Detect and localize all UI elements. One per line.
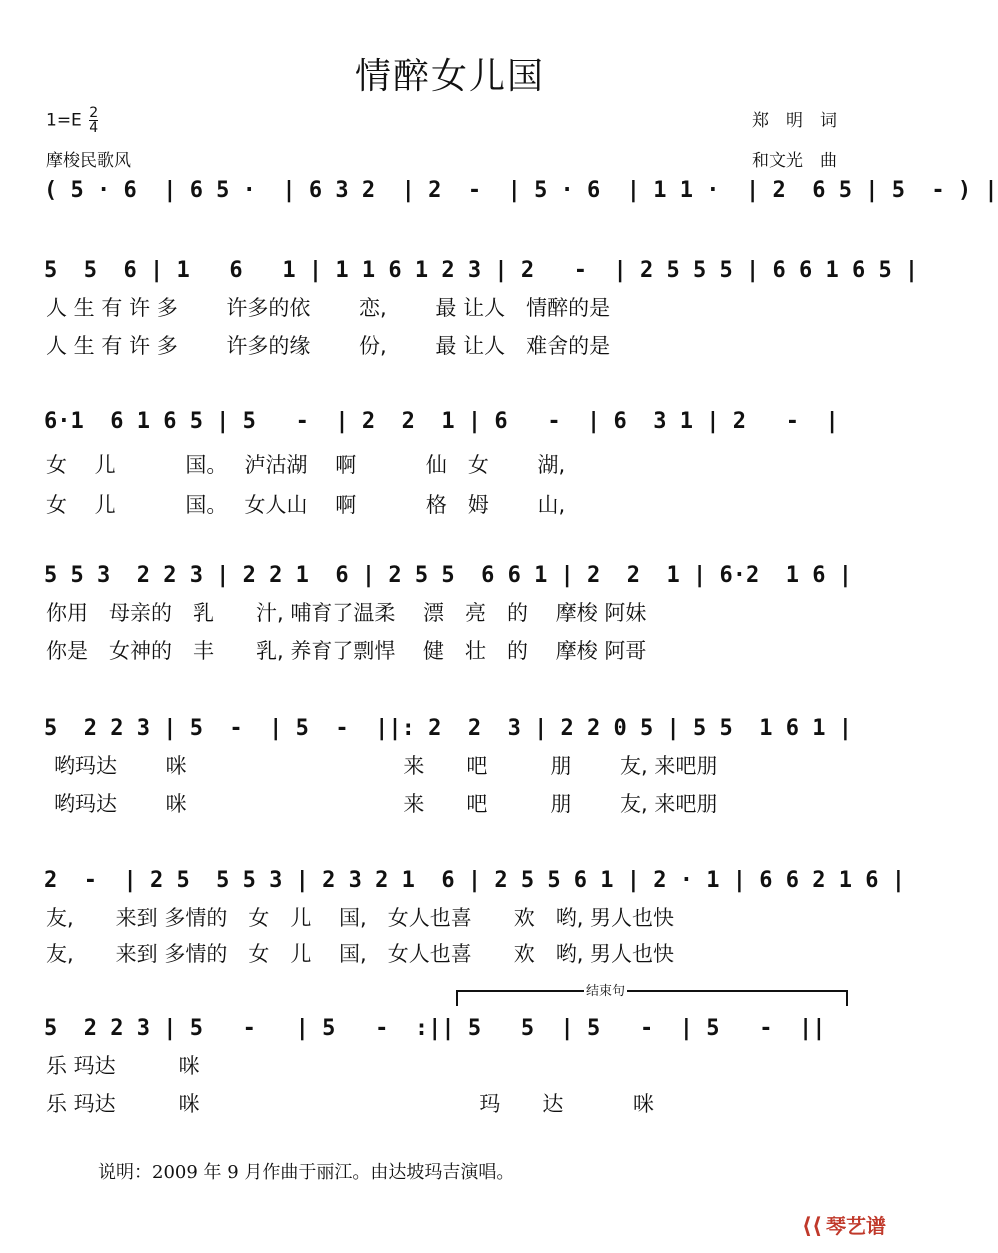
ending-label: 结束句: [584, 980, 627, 999]
ending-bracket: [456, 990, 848, 1006]
notation-line: 5 2 2 3 | 5 - | 5 - :|| 5 5 | 5 - | 5 - ||: [44, 1016, 826, 1041]
lyrics-verse-2: 人 生 有 许 多 许多的缘 份, 最 让人 难舍的是: [46, 334, 611, 358]
lyrics-verse-2: 乐 玛达 咪 玛 达 咪: [46, 1092, 655, 1116]
style-label: 摩梭民歌风: [46, 151, 131, 171]
page-title: 情醉女儿国: [354, 56, 545, 97]
key-signature: [46, 106, 98, 135]
lyrics-verse-1: 哟玛达 咪 来 吧 朋 友, 来吧朋: [54, 754, 718, 778]
footnote: 说明：2009 年 9 月作曲于丽江。由达坡玛吉演唱。: [98, 1162, 515, 1183]
lyrics-verse-1: 乐 玛达 咪: [46, 1054, 200, 1078]
key-label: 1=E: [46, 110, 82, 131]
site-logo: [802, 1210, 886, 1239]
notation-line: 5 5 3 2 2 3 | 2 2 1 6 | 2 5 5 6 6 1 | 2 2 1 | 6·2 1 6 |: [44, 563, 852, 588]
lyrics-verse-2: 哟玛达 咪 来 吧 朋 友, 来吧朋: [54, 792, 718, 816]
time-signature: [89, 106, 98, 135]
lyrics-verse-1: 友, 来到 多情的 女 儿 国, 女人也喜 欢 哟, 男人也快: [46, 906, 675, 930]
notation-line: 5 5 6 | 1 6 1 | 1 1 6 1 2 3 | 2 - | 2 5 5 5 | 6 6 1 6 5 |: [44, 258, 919, 283]
lyrics-verse-2: 友, 来到 多情的 女 儿 国, 女人也喜 欢 哟, 男人也快: [46, 942, 675, 966]
notation-line: ( 5 · 6 | 6 5 · | 6 3 2 | 2 - | 5 · 6 | 1 1 · | 2 6 5 | 5 - ) |: [44, 178, 998, 203]
lyrics-verse-1: 你用 母亲的 乳 汁, 哺育了温柔 漂 亮 的 摩梭 阿妹: [46, 601, 647, 625]
lyrics-verse-2: 你是 女神的 丰 乳, 养育了剽悍 健 壮 的 摩梭 阿哥: [46, 639, 647, 663]
notation-line: 5 2 2 3 | 5 - | 5 - ||: 2 2 3 | 2 2 0 5 | 5 5 1 6 1 |: [44, 716, 852, 741]
logo-mark-icon: ⟨⟨: [801, 1214, 822, 1239]
lyricist-credit: 郑 明 词: [752, 111, 837, 131]
time-numerator: 2: [89, 105, 99, 121]
lyrics-verse-1: 女 儿 国。 泸沽湖 啊 仙 女 湖,: [46, 453, 566, 477]
lyrics-verse-1: 人 生 有 许 多 许多的依 恋, 最 让人 情醉的是: [46, 296, 611, 320]
logo-text: 琴艺谱: [826, 1214, 886, 1238]
lyrics-verse-2: 女 儿 国。 女人山 啊 格 姆 山,: [46, 493, 566, 517]
composer-credit: 和文光 曲: [752, 151, 837, 171]
notation-line: 2 - | 2 5 5 5 3 | 2 3 2 1 6 | 2 5 5 6 1 | 2 · 1 | 6 6 2 1 6 |: [44, 868, 905, 893]
notation-line: 6·1 6 1 6 5 | 5 - | 2 2 1 | 6 - | 6 3 1 | 2 - |: [44, 409, 839, 434]
time-denominator: 4: [89, 120, 99, 136]
